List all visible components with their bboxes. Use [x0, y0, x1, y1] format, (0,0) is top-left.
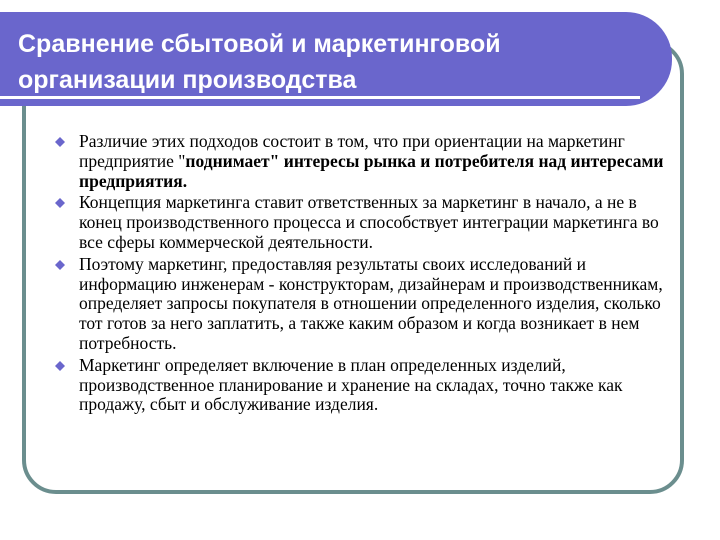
bullet-text: Поэтому маркетинг, предоставляя результаты своих исследований и информацию инженерам - конструкторам, дизайнерам и производственникам, определяет запросы покупателя в отношении определенного изделия, сколько тот готов за него заплатить, а также каким образом и когда возникает в нем потребность.: [79, 253, 663, 353]
bullet-text: Концепция маркетинга ставит ответственных за маркетинг в начало, а не в конец производственного процесса и способствует интеграции маркетинга во все сферы коммерческой деятельности.: [79, 192, 659, 252]
list-item: [55, 193, 665, 252]
bullet-diamond-icon: [55, 260, 65, 270]
bullet-diamond-icon: [55, 198, 65, 208]
bullet-text-bold: поднимает" интересы рынка и потребителя над интересами предприятия.: [79, 150, 664, 191]
bullet-text: Маркетинг определяет включение в план определенных изделий, производственное планирование и хранение на складах, точно также как продажу, сбыт и обслуживание изделия.: [79, 354, 623, 415]
slide-title: [18, 26, 638, 98]
slide-title-line-1: Сравнение сбытовой и маркетинговой: [18, 30, 501, 58]
bullet-list: [55, 132, 665, 417]
list-item: [55, 255, 665, 354]
slide-title-line-2: организации производства: [18, 66, 357, 94]
list-item: [55, 356, 665, 415]
list-item: [55, 132, 665, 191]
bullet-diamond-icon: [55, 361, 65, 371]
bullet-diamond-icon: [55, 137, 65, 147]
bullet-text: Различие этих подходов состоит в том, что при ориентации на маркетинг предприятие ": [79, 131, 625, 171]
